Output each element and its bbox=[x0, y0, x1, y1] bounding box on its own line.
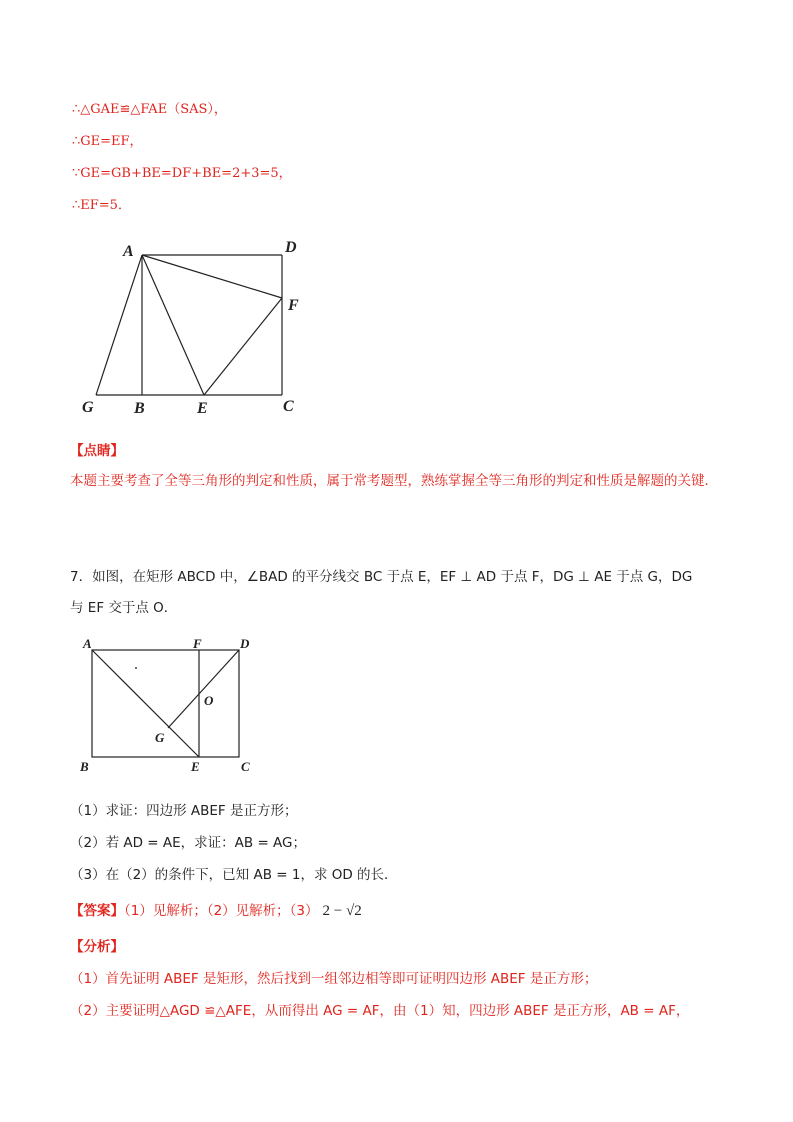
solution-line-4: ∴EF=5． bbox=[72, 198, 131, 213]
analysis-heading: 【分析】 bbox=[70, 939, 124, 955]
label-F: F bbox=[193, 636, 202, 651]
label-A: A bbox=[123, 243, 134, 260]
label-F: F bbox=[288, 297, 299, 314]
label-E: E bbox=[197, 400, 208, 417]
problem7-sub3: （3）在（2）的条件下，已知 AB = 1，求 OD 的长． bbox=[70, 867, 398, 883]
answer-line bbox=[70, 901, 362, 921]
problem7-sub2: （2）若 AD = AE，求证：AB = AG； bbox=[70, 835, 307, 851]
answer-math: 2 − √2 bbox=[322, 903, 362, 919]
problem7-stem-line2: 与 EF 交于点 O． bbox=[70, 600, 178, 616]
label-C: C bbox=[283, 398, 294, 415]
label-C: C bbox=[241, 759, 250, 774]
figure-rectangle-abcd bbox=[0, 630, 300, 780]
label-B: B bbox=[80, 759, 89, 774]
label-D: D bbox=[240, 636, 250, 651]
analysis-line-2: （2）主要证明△AGD ≌△AFE，从而得出 AG = AF，由（1）知，四边形 ABEF 是正方形，AB = AF， bbox=[70, 1003, 690, 1019]
analysis-line-1: （1）首先证明 ABEF 是矩形，然后找到一组邻边相等即可证明四边形 ABEF 是正方形； bbox=[70, 971, 598, 987]
answer-heading: 【答案】 bbox=[70, 903, 124, 919]
answer-text: （1）见解析；（2）见解析；（3） bbox=[124, 903, 319, 919]
solution-line-2: ∴GE=EF， bbox=[72, 134, 143, 149]
label-B: B bbox=[134, 400, 145, 417]
label-G: G bbox=[82, 399, 94, 416]
label-E: E bbox=[191, 759, 200, 774]
solution-line-1: ∴△GAE≌△FAE（SAS）， bbox=[72, 102, 227, 117]
figure-square-abcd bbox=[0, 0, 793, 430]
label-G: G bbox=[155, 730, 165, 745]
label-D: D bbox=[285, 239, 297, 256]
dianjing-heading: 【点睛】 bbox=[70, 443, 124, 459]
label-A: A bbox=[83, 636, 92, 651]
problem7-sub1: （1）求证：四边形 ABEF 是正方形； bbox=[70, 803, 298, 819]
label-O: O bbox=[204, 693, 214, 708]
dianjing-text: 本题主要考查了全等三角形的判定和性质，属于常考题型，熟练掌握全等三角形的判定和性质是解题的关键． bbox=[70, 473, 718, 489]
problem7-stem-line1: 7．如图，在矩形 ABCD 中，∠BAD 的平分线交 BC 于点 E，EF ⊥ AD 于点 F，DG ⊥ AE 于点 G，DG bbox=[70, 569, 693, 585]
solution-line-3: ∵GE=GB+BE=DF+BE=2+3=5， bbox=[72, 166, 292, 181]
